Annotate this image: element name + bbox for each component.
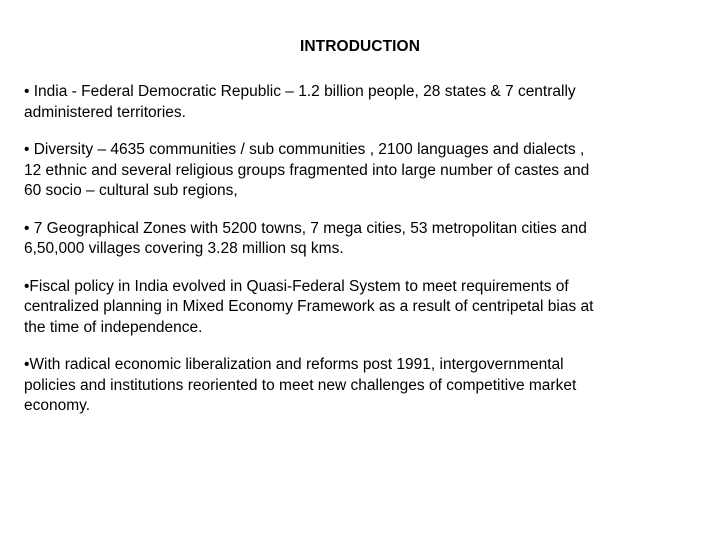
bullet-item-geographical-zones [24, 219, 704, 260]
bullet-item-diversity [24, 140, 704, 202]
bullet-line: •Fiscal policy in India evolved in Quasi-Federal System to meet requirements of [24, 277, 569, 295]
bullet-line: centralized planning in Mixed Economy Framework as a result of centripetal bias at [24, 298, 594, 315]
bullet-line: • India - Federal Democratic Republic – 1.2 billion people, 28 states & 7 centrally [24, 83, 576, 100]
bullet-item-fiscal-policy [24, 277, 704, 339]
bullet-line: the time of independence. [24, 318, 203, 336]
bullet-line: •With radical economic liberalization and reforms post 1991, intergovernmental [24, 356, 564, 373]
bullet-list [24, 82, 704, 417]
bullet-line: policies and institutions reoriented to meet new challenges of competitive market [24, 376, 577, 394]
bullet-line: 60 socio – cultural sub regions, [24, 182, 238, 199]
bullet-line: 12 ethnic and several religious groups fragmented into large number of castes and [24, 161, 590, 179]
slide-title: INTRODUCTION [299, 38, 421, 55]
bullet-line: administered territories. [24, 103, 186, 121]
bullet-item-liberalization [24, 355, 704, 417]
bullet-line: economy. [24, 397, 91, 414]
bullet-line: • Diversity – 4635 communities / sub communities , 2100 languages and dialects , [24, 141, 585, 158]
bullet-item-federal-republic [24, 82, 704, 123]
bullet-line: • 7 Geographical Zones with 5200 towns, 7 mega cities, 53 metropolitan cities and [24, 219, 587, 237]
bullet-line: 6,50,000 villages covering 3.28 million sq kms. [24, 240, 344, 257]
